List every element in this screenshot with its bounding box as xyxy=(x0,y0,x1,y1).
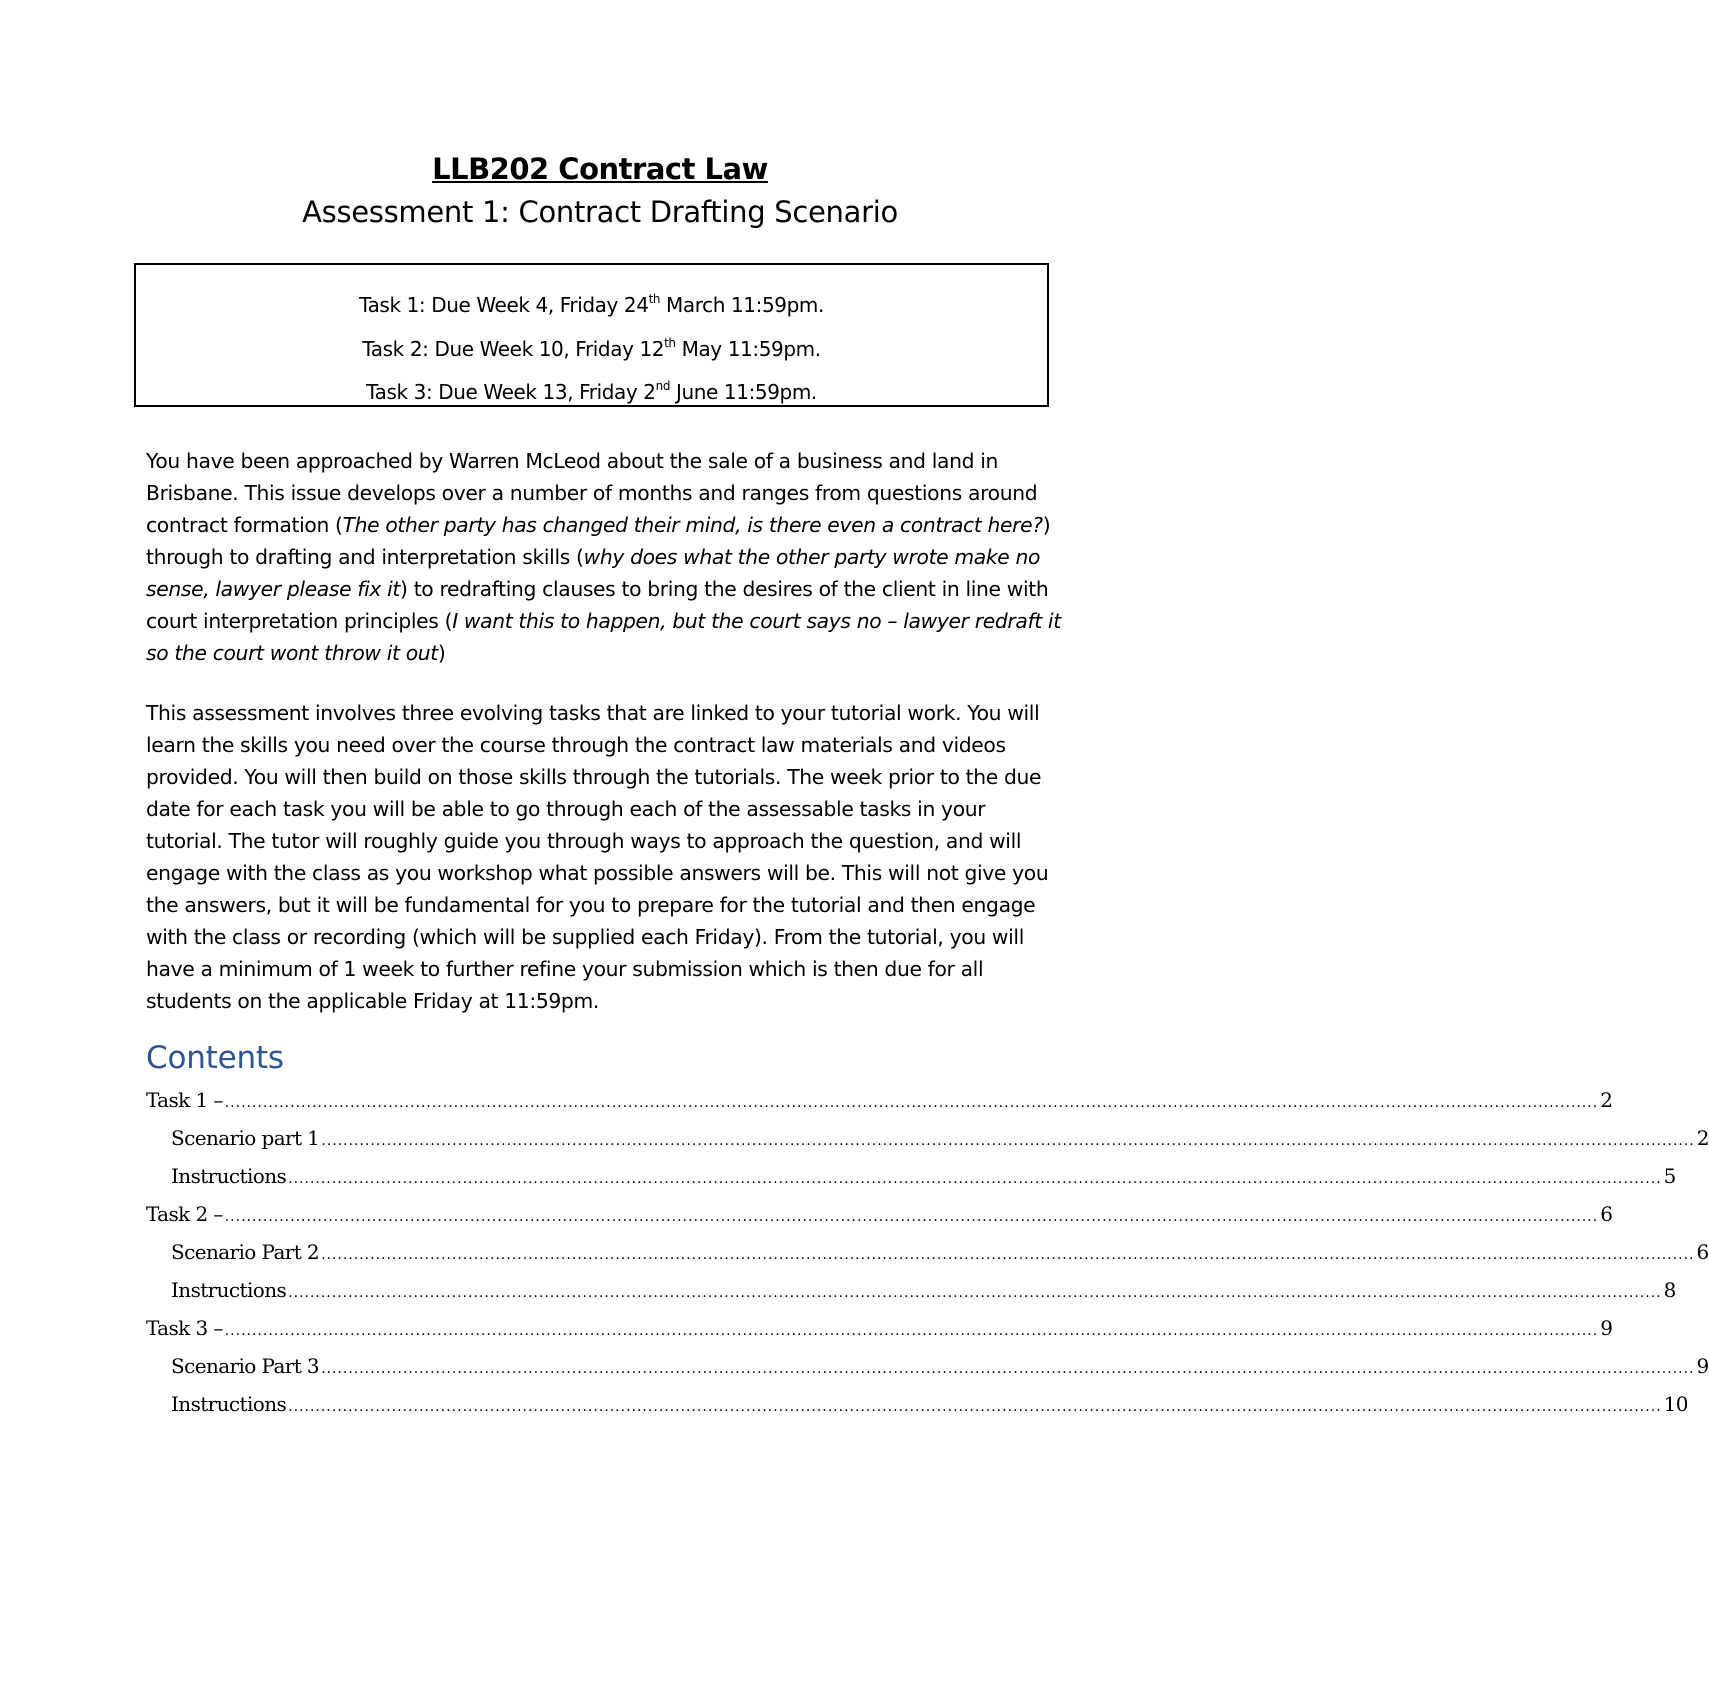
toc-dot-leader: ............................................................................................................................................................................................................................................................ xyxy=(224,1323,1599,1339)
toc-entry-label: Task 1 – xyxy=(146,1088,223,1112)
due-date-text: Task 2: Due Week 10, Friday 12 xyxy=(362,337,665,361)
due-date-ordinal: nd xyxy=(655,379,671,393)
toc-page-number: 2 xyxy=(1696,1126,1709,1150)
toc-dot-leader: ............................................................................................................................................................................................................................................................ xyxy=(288,1285,1662,1301)
intro-quote: The other party has changed their mind, is there even a contract here? xyxy=(342,513,1043,537)
toc-entry-task-1[interactable] xyxy=(146,1088,1613,1112)
due-date-ordinal: th xyxy=(648,292,661,306)
toc-entry-label: Task 2 – xyxy=(146,1202,223,1226)
toc-dot-leader: ............................................................................................................................................................................................................................................................ xyxy=(321,1361,1695,1377)
due-date-text: March 11:59pm. xyxy=(660,293,824,317)
document-subtitle: Assessment 1: Contract Drafting Scenario xyxy=(302,195,898,229)
intro-paragraph-2: This assessment involves three evolving tasks that are linked to your tutorial work. You will learn the skills you need over the course through the contract law materials and videos provided. You will then build on those skills through the tutorials. The week prior to the due date for each task you will be able to go through each of the assessable tasks in your tutorial. The tutor will roughly guide you through ways to approach the question, and will engage with the class as you workshop what possible answers will be. This will not give you the answers, but it will be fundamental for you to prepare for the tutorial and then engage with the class or recording (which will be supplied each Friday). From the tutorial, you will have a minimum of 1 week to further refine your submission which is then due for all students on the applicable Friday at 11:59pm. xyxy=(146,701,1049,1013)
document-title: LLB202 Contract Law xyxy=(432,152,768,186)
toc-entry-task-3[interactable] xyxy=(146,1316,1613,1340)
toc-dot-leader: ............................................................................................................................................................................................................................................................ xyxy=(224,1209,1599,1225)
toc-entry-label: Instructions xyxy=(171,1278,287,1302)
due-date-text: Task 3: Due Week 13, Friday 2 xyxy=(366,380,656,404)
toc-entry-label: Scenario part 1 xyxy=(171,1126,320,1150)
toc-page-number: 6 xyxy=(1696,1240,1709,1264)
intro-text: ) xyxy=(437,641,446,665)
toc-entry-label: Scenario Part 2 xyxy=(171,1240,320,1264)
toc-dot-leader: ............................................................................................................................................................................................................................................................ xyxy=(288,1171,1662,1187)
toc-dot-leader: ............................................................................................................................................................................................................................................................ xyxy=(321,1133,1695,1149)
due-date-task-3 xyxy=(136,380,1047,404)
toc-entry-label: Task 3 – xyxy=(146,1316,223,1340)
toc-page-number: 8 xyxy=(1663,1278,1676,1302)
due-date-ordinal: th xyxy=(664,336,676,350)
toc-page-number: 6 xyxy=(1600,1202,1613,1226)
due-date-text: Task 1: Due Week 4, Friday 24 xyxy=(359,293,649,317)
intro-text: You have been approached by Warren McLeod about the sale of a business and land in Brisbane. This issue develops over a number of months and ranges from questions around contract formation ( xyxy=(146,449,1038,537)
toc-dot-leader: ............................................................................................................................................................................................................................................................ xyxy=(321,1247,1695,1263)
intro-text: ) to redrafting clauses to bring the desires of the client in line with court interpretation principles ( xyxy=(146,577,1049,633)
toc-entry-label: Scenario Part 3 xyxy=(171,1354,320,1378)
toc-entry-instructions-1[interactable] xyxy=(171,1164,1676,1188)
toc-entry-scenario-part-1[interactable] xyxy=(171,1126,1709,1150)
toc-entry-instructions-2[interactable] xyxy=(171,1278,1676,1302)
contents-heading: Contents xyxy=(146,1040,284,1076)
toc-page-number: 9 xyxy=(1696,1354,1709,1378)
toc-entry-scenario-part-3[interactable] xyxy=(171,1354,1709,1378)
toc-dot-leader: ............................................................................................................................................................................................................................................................ xyxy=(288,1399,1662,1415)
toc-entry-label: Instructions xyxy=(171,1164,287,1188)
due-date-task-2 xyxy=(136,337,1047,361)
due-date-text: May 11:59pm. xyxy=(675,337,821,361)
toc-entry-instructions-3[interactable] xyxy=(171,1392,1688,1416)
toc-entry-scenario-part-2[interactable] xyxy=(171,1240,1709,1264)
intro-quote: I want this to happen, but the court says no – lawyer redraft it so the court wont throw it out xyxy=(146,609,1061,665)
toc-entry-label: Instructions xyxy=(171,1392,287,1416)
toc-page-number: 10 xyxy=(1663,1392,1688,1416)
toc-page-number: 2 xyxy=(1600,1088,1613,1112)
intro-paragraph-1 xyxy=(146,445,1066,669)
due-date-task-1 xyxy=(136,293,1047,317)
toc-entry-task-2[interactable] xyxy=(146,1202,1613,1226)
intro-quote: why does what the other party wrote make no sense, lawyer please fix it xyxy=(146,545,1041,601)
toc-dot-leader: ............................................................................................................................................................................................................................................................ xyxy=(224,1095,1599,1111)
toc-page-number: 5 xyxy=(1663,1164,1676,1188)
intro-text: ) through to drafting and interpretation skills ( xyxy=(146,513,1051,569)
due-date-text: June 11:59pm. xyxy=(670,380,817,404)
due-dates-box xyxy=(134,263,1049,407)
toc-page-number: 9 xyxy=(1600,1316,1613,1340)
